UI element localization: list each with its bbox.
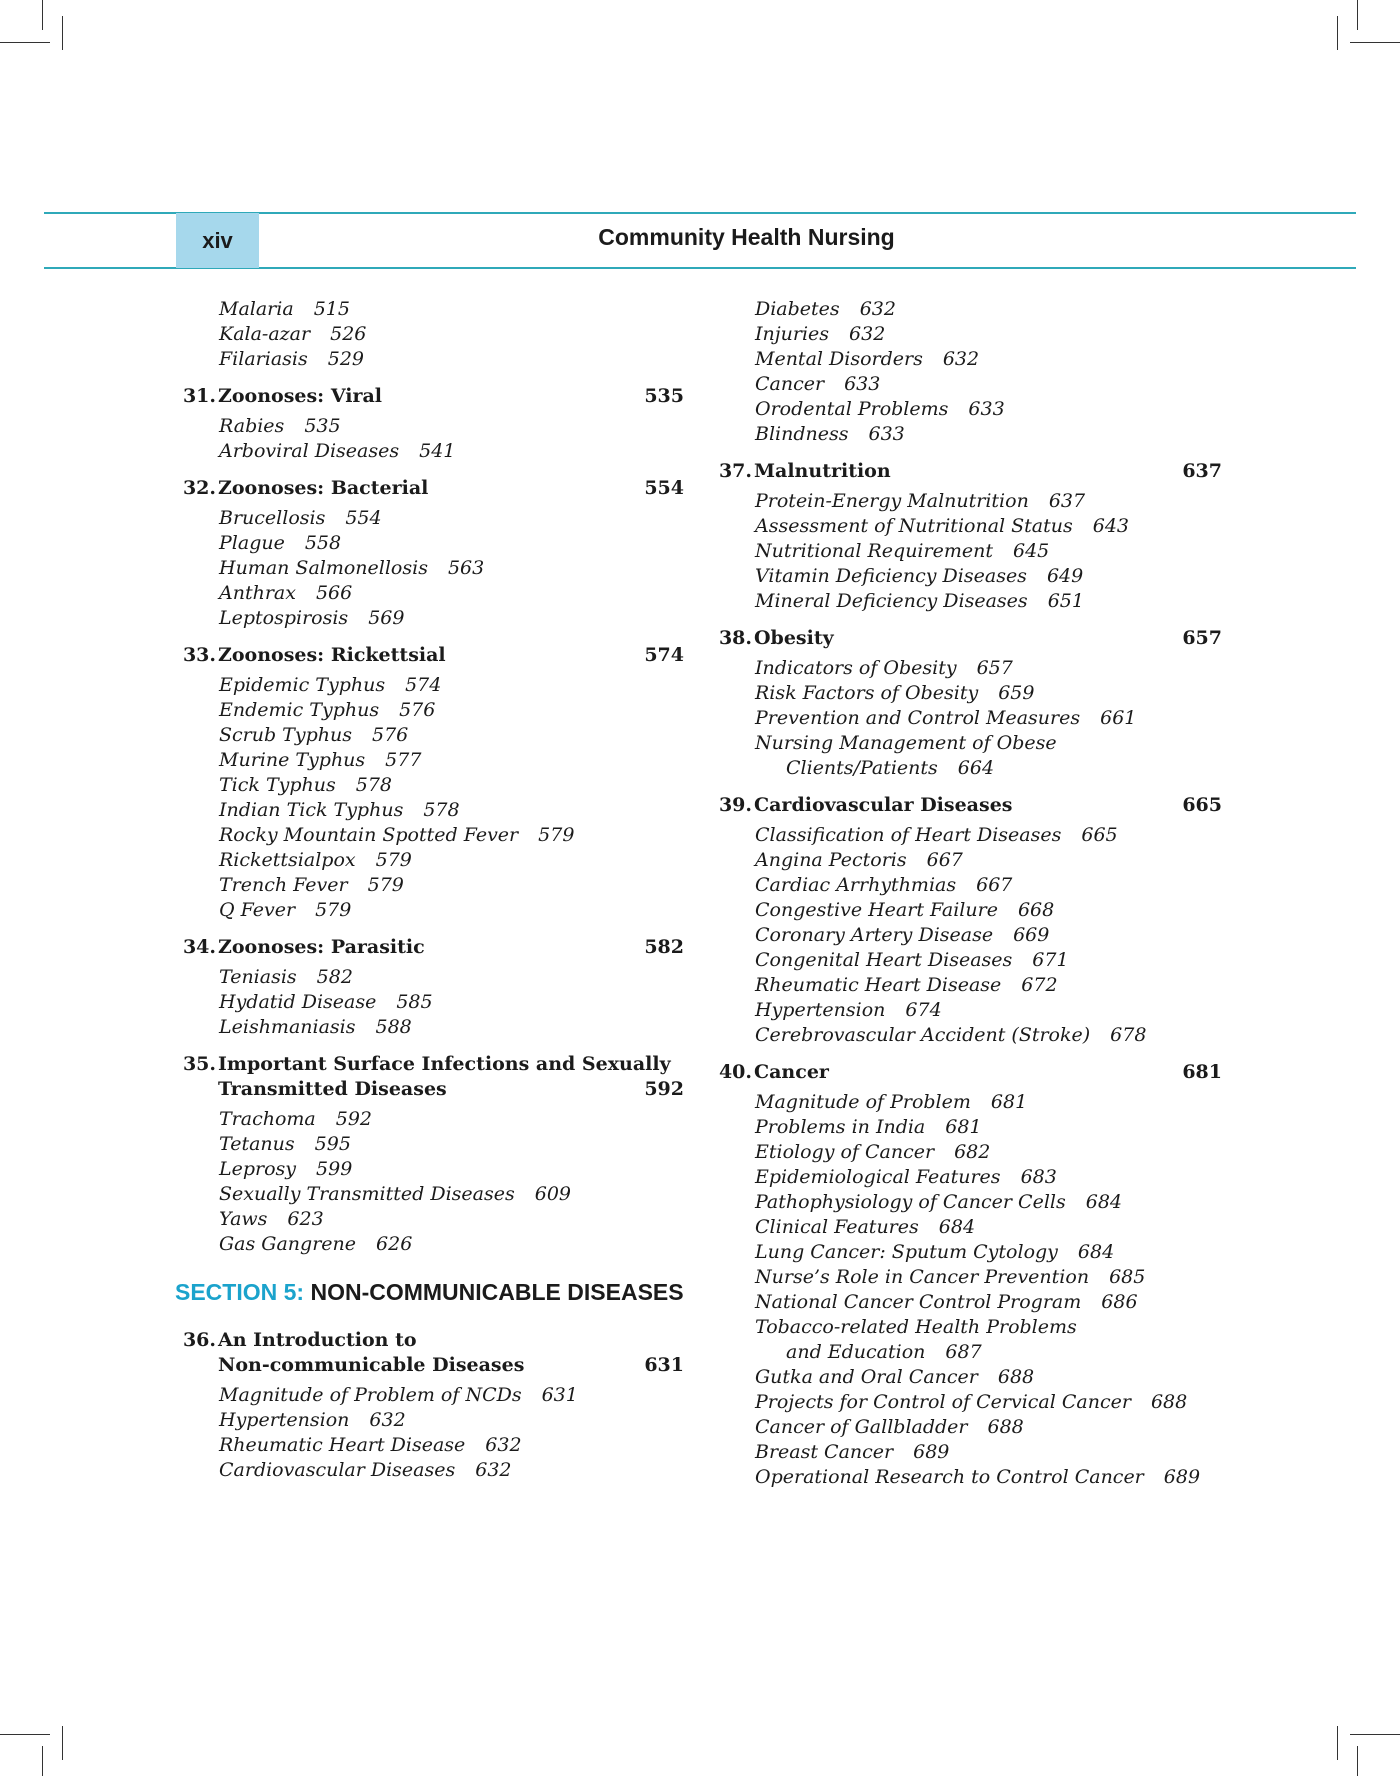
topic-list [714, 489, 1222, 614]
toc-topic[interactable]: Plague 558 [219, 532, 342, 554]
chapter-page: 554 [644, 477, 684, 499]
topic-list [178, 1383, 684, 1483]
chapter-heading[interactable] [714, 626, 1222, 651]
toc-topic[interactable]: Risk Factors of Obesity 659 [755, 682, 1035, 704]
toc-topic[interactable]: Nurse’s Role in Cancer Prevention 685 [755, 1266, 1146, 1288]
toc-topic-continuation[interactable]: Clients/Patients 664 [786, 757, 995, 779]
crop-mark [1350, 1734, 1400, 1735]
toc-topic[interactable]: Human Salmonellosis 563 [219, 557, 485, 579]
toc-topic[interactable]: Breast Cancer 689 [755, 1441, 950, 1463]
toc-topic[interactable]: Clinical Features 684 [755, 1216, 976, 1238]
toc-topic[interactable]: Q Fever 579 [219, 899, 352, 921]
toc-topic[interactable]: Tetanus 595 [219, 1133, 351, 1155]
section-title: NON-COMMUNICABLE DISEASES [310, 1279, 684, 1305]
chapter-heading[interactable] [178, 1328, 684, 1378]
toc-topic[interactable]: Teniasis 582 [219, 966, 353, 988]
chapter-number: 36. [182, 1329, 216, 1351]
toc-topic[interactable]: Rickettsialpox 579 [219, 849, 412, 871]
toc-topic[interactable]: Tick Typhus 578 [219, 774, 393, 796]
chapter-title: Malnutrition [754, 460, 891, 482]
toc-topic[interactable]: Mineral Deficiency Diseases 651 [755, 590, 1084, 612]
toc-topic[interactable]: Hydatid Disease 585 [219, 991, 433, 1013]
toc-topic[interactable]: Gas Gangrene 626 [219, 1233, 413, 1255]
toc-topic[interactable]: Diabetes 632 [755, 298, 896, 320]
chapter-page: 592 [644, 1078, 684, 1100]
chapter-heading[interactable] [714, 459, 1222, 484]
chapter-title-line-1: An Introduction to [218, 1329, 417, 1351]
chapter-title: Obesity [754, 627, 834, 649]
chapter-heading[interactable] [714, 1060, 1222, 1085]
crop-mark [1357, 1746, 1358, 1776]
chapter-38 [714, 626, 1222, 781]
chapter-34 [178, 935, 684, 1040]
chapter-36 [178, 1328, 684, 1483]
toc-topic[interactable]: Rocky Mountain Spotted Fever 579 [219, 824, 575, 846]
chapter-35 [178, 1052, 684, 1257]
section-heading[interactable] [175, 1279, 684, 1306]
toc-topic[interactable]: Lung Cancer: Sputum Cytology 684 [755, 1241, 1115, 1263]
toc-topic[interactable]: Pathophysiology of Cancer Cells 684 [755, 1191, 1122, 1213]
crop-mark [1337, 16, 1338, 50]
crop-mark [0, 1734, 50, 1735]
toc-topic[interactable]: Magnitude of Problem of NCDs 631 [219, 1384, 578, 1406]
toc-topic[interactable]: Epidemiological Features 683 [755, 1166, 1057, 1188]
chapter-page: 574 [644, 644, 684, 666]
toc-topic[interactable]: Nursing Management of Obese [755, 732, 1057, 754]
toc-topic[interactable]: Leptospirosis 569 [219, 607, 405, 629]
toc-topic[interactable]: Magnitude of Problem 681 [755, 1091, 1028, 1113]
toc-topic-continuation[interactable]: and Education 687 [786, 1341, 982, 1363]
crop-mark [42, 1746, 43, 1776]
chapter-title: Zoonoses: Parasitic [218, 936, 425, 958]
toc-topic[interactable]: Cancer 633 [755, 373, 881, 395]
chapter-number: 32. [182, 477, 216, 499]
chapter-page: 657 [1182, 627, 1222, 649]
chapter-40 [714, 1060, 1222, 1490]
toc-topic[interactable]: Leprosy 599 [219, 1158, 353, 1180]
toc-topic[interactable]: Leishmaniasis 588 [219, 1016, 412, 1038]
chapter-number: 31. [182, 385, 216, 407]
section-label: SECTION 5: [175, 1279, 305, 1305]
toc-topic[interactable]: Rheumatic Heart Disease 672 [755, 974, 1058, 996]
chapter-31 [178, 384, 684, 464]
toc-topic[interactable]: Problems in India 681 [755, 1116, 982, 1138]
topic-list [714, 1090, 1222, 1490]
chapter-number: 37. [718, 460, 752, 482]
toc-topic[interactable]: Prevention and Control Measures 661 [755, 707, 1137, 729]
chapter-page: 582 [644, 936, 684, 958]
chapter-number: 38. [718, 627, 752, 649]
chapter-37 [714, 459, 1222, 614]
toc-topic[interactable]: Injuries 632 [755, 323, 886, 345]
toc-topic[interactable]: Vitamin Deficiency Diseases 649 [755, 565, 1084, 587]
toc-topic[interactable]: Scrub Typhus 576 [219, 724, 409, 746]
crop-mark [1337, 1726, 1338, 1760]
toc-topic[interactable]: Trachoma 592 [219, 1108, 373, 1130]
toc-topic[interactable]: Anthrax 566 [219, 582, 353, 604]
toc-topic[interactable]: Rheumatic Heart Disease 632 [219, 1434, 522, 1456]
toc-topic[interactable]: Tobacco-related Health Problems [755, 1316, 1077, 1338]
toc-topic[interactable]: Congenital Heart Diseases 671 [755, 949, 1069, 971]
toc-topic[interactable]: Cardiovascular Diseases 632 [219, 1459, 512, 1481]
chapter-number: 35. [182, 1053, 216, 1075]
toc-topic[interactable]: Cerebrovascular Accident (Stroke) 678 [755, 1024, 1147, 1046]
chapter-heading[interactable] [178, 1052, 684, 1102]
topic-list [178, 1107, 684, 1257]
chapter-title: Cardiovascular Diseases [754, 794, 1013, 816]
chapter-page: 637 [1182, 460, 1222, 482]
crop-mark [1357, 0, 1358, 30]
chapter-title-line-2: Transmitted Diseases [218, 1078, 447, 1100]
toc-topic[interactable]: Operational Research to Control Cancer 689 [755, 1466, 1201, 1488]
toc-topic[interactable]: Yaws 623 [219, 1208, 324, 1230]
chapter-title: Zoonoses: Bacterial [218, 477, 429, 499]
topic-list [178, 414, 684, 464]
crop-mark [62, 16, 63, 50]
toc-topic[interactable]: Hypertension 674 [755, 999, 942, 1021]
toc-topic[interactable]: Etiology of Cancer 682 [755, 1141, 991, 1163]
chapter-heading[interactable] [178, 384, 684, 409]
toc-topic[interactable]: Malaria 515 [219, 298, 350, 320]
toc-topic[interactable]: Kala-azar 526 [219, 323, 367, 345]
chapter-39 [714, 793, 1222, 1048]
toc-topic[interactable]: Sexually Transmitted Diseases 609 [219, 1183, 571, 1205]
crop-mark [62, 1726, 63, 1760]
toc-topic[interactable]: Indian Tick Typhus 578 [219, 799, 460, 821]
toc-topic[interactable]: Projects for Control of Cervical Cancer 688 [755, 1391, 1188, 1413]
chapter-title-line-2: Non-communicable Diseases [218, 1354, 525, 1376]
toc-topic[interactable]: Gutka and Oral Cancer 688 [755, 1366, 1035, 1388]
crop-mark [1350, 42, 1400, 43]
page-number: xiv [202, 227, 233, 253]
chapter-page: 631 [644, 1354, 684, 1376]
toc-topic[interactable]: Hypertension 632 [219, 1409, 406, 1431]
toc-topic[interactable]: Cardiac Arrhythmias 667 [755, 874, 1013, 896]
toc-topic[interactable]: Protein-Energy Malnutrition 637 [755, 490, 1086, 512]
chapter-number: 33. [182, 644, 216, 666]
chapter-title: Cancer [754, 1061, 829, 1083]
chapter-page: 535 [644, 385, 684, 407]
toc-left-column [175, 297, 684, 1483]
chapter-32 [178, 476, 684, 631]
toc-topic[interactable]: Filariasis 529 [219, 348, 364, 370]
toc-topic[interactable]: Arboviral Diseases 541 [219, 440, 456, 462]
toc-topic[interactable]: Classification of Heart Diseases 665 [755, 824, 1118, 846]
topic-list [714, 823, 1222, 1048]
topic-list [178, 297, 684, 372]
running-head-title: Community Health Nursing [598, 224, 895, 250]
toc-topic[interactable]: Coronary Artery Disease 669 [755, 924, 1050, 946]
topic-list [714, 297, 1222, 447]
topic-list [178, 965, 684, 1040]
toc-topic[interactable]: Cancer of Gallbladder 688 [755, 1416, 1024, 1438]
chapter-title: Zoonoses: Viral [218, 385, 382, 407]
toc-topic[interactable]: National Cancer Control Program 686 [755, 1291, 1138, 1313]
toc-topic[interactable]: Mental Disorders 632 [755, 348, 980, 370]
crop-mark [42, 0, 43, 30]
chapter-page: 681 [1182, 1061, 1222, 1083]
chapter-36-continued [714, 297, 1222, 447]
page-number-box [176, 213, 259, 268]
crop-mark [0, 42, 50, 43]
chapter-heading[interactable] [714, 793, 1222, 818]
chapter-heading[interactable] [178, 476, 684, 501]
chapter-page: 665 [1182, 794, 1222, 816]
chapter-number: 34. [182, 936, 216, 958]
toc-topic[interactable]: Rabies 535 [219, 415, 341, 437]
chapter-30-continued [178, 297, 684, 372]
chapter-heading[interactable] [178, 643, 684, 668]
topic-list [178, 673, 684, 923]
chapter-number: 40. [718, 1061, 752, 1083]
toc-topic[interactable]: Murine Typhus 577 [219, 749, 422, 771]
chapter-title-line-1: Important Surface Infections and Sexually [218, 1053, 671, 1075]
toc-topic[interactable]: Endemic Typhus 576 [219, 699, 436, 721]
topic-list [714, 656, 1222, 781]
chapter-number: 39. [718, 794, 752, 816]
chapter-heading[interactable] [178, 935, 684, 960]
toc-topic[interactable]: Congestive Heart Failure 668 [755, 899, 1055, 921]
toc-topic[interactable]: Epidemic Typhus 574 [219, 674, 442, 696]
toc-right-column [714, 297, 1222, 1490]
toc-topic[interactable]: Brucellosis 554 [219, 507, 382, 529]
toc-topic[interactable]: Orodental Problems 633 [755, 398, 1005, 420]
chapter-title: Zoonoses: Rickettsial [218, 644, 446, 666]
toc-topic[interactable]: Angina Pectoris 667 [755, 849, 963, 871]
topic-list [178, 506, 684, 631]
chapter-33 [178, 643, 684, 923]
toc-topic[interactable]: Trench Fever 579 [219, 874, 404, 896]
toc-topic[interactable]: Assessment of Nutritional Status 643 [755, 515, 1130, 537]
toc-topic[interactable]: Blindness 633 [755, 423, 905, 445]
toc-topic[interactable]: Nutritional Requirement 645 [755, 540, 1050, 562]
toc-topic[interactable]: Indicators of Obesity 657 [755, 657, 1013, 679]
